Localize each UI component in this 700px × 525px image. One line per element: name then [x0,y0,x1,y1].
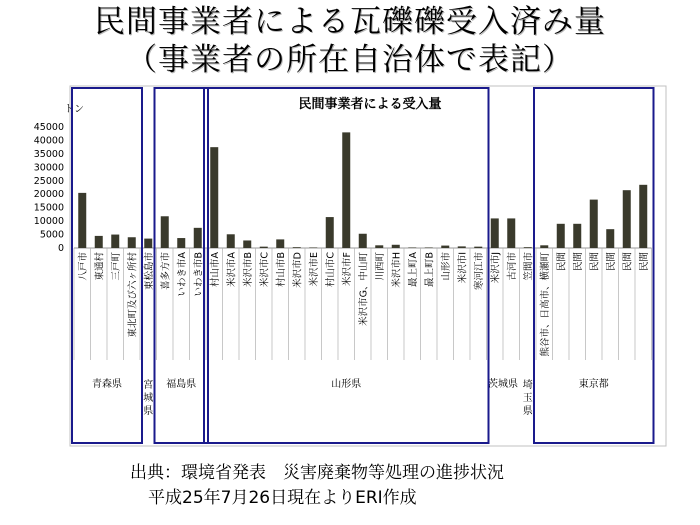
category-label: 民間 [622,252,634,272]
bar [260,247,268,248]
group-label: 宮城県 [143,380,154,417]
y-axis-label: トン [64,104,84,115]
bar [342,132,350,248]
bar [474,247,482,248]
bar [375,245,383,248]
category-label: 古河市 [506,252,518,281]
category-label: 民間 [556,252,568,272]
bar [540,245,548,248]
category-label: 民間 [638,252,650,272]
y-tick-label: 10000 [33,216,64,228]
category-label: 村山市A [209,252,221,287]
category-label: 米沢市B [242,252,254,288]
bar [95,236,103,248]
bar [243,240,251,248]
bar [128,237,136,248]
category-label: 笠間市 [523,252,535,281]
group-label: 青森県 [92,379,122,390]
source-line-1: 出典：環境省発表 災害廃棄物等処理の進捗状況 [130,463,504,483]
category-label: 米沢市A [226,252,238,287]
y-tick-label: 35000 [33,148,64,160]
bar [573,224,581,248]
category-label: 民間 [605,252,617,272]
group-label: 東京都 [578,379,609,390]
category-label: 米沢市C [259,252,271,288]
bar [507,218,515,248]
y-tick-label: 25000 [33,175,64,187]
bar [293,247,301,248]
bar [639,185,647,248]
bar [227,234,235,248]
bar [78,193,86,248]
category-label: 東北町及び六ヶ所村 [127,252,139,338]
category-label: 米沢市I [457,252,469,284]
category-label: 山形市 [440,252,452,281]
bar [425,247,433,248]
bar [458,246,466,248]
bar [557,224,565,248]
bar [606,229,614,248]
bar [623,190,631,248]
category-label: 八戸市 [77,252,89,281]
y-tick-label: 15000 [33,202,64,214]
bar [359,234,367,248]
bar [524,247,532,248]
title-line-2: （事業者の所在自治体で表記） [126,42,574,78]
category-label: 米沢市H [391,252,403,288]
bar [144,239,152,248]
y-tick-label: 20000 [33,189,64,201]
category-label: 最上町A [407,252,419,287]
category-label: 米沢市D [292,252,304,288]
group-label: 山形県 [331,379,362,390]
category-label: 村山市C [325,252,337,288]
category-label: 寒河江市 [473,252,485,291]
category-label: 米沢市E [308,252,320,287]
bar [161,216,169,248]
category-label: 米沢市J [490,252,502,284]
bar [392,245,400,248]
bar [177,238,185,248]
y-tick-label: 45000 [33,122,64,133]
y-tick-label: 0 [57,243,64,254]
bar [590,200,598,248]
category-label: 東通村 [94,252,106,281]
category-label: 村山市B [275,252,287,288]
bar [408,247,416,248]
y-tick-label: 5000 [39,229,64,241]
bar [111,235,119,248]
category-label: 三戸町 [110,252,122,281]
bar [441,246,449,248]
group-label: 埼玉県 [522,380,533,417]
category-label: 民間 [572,252,584,272]
category-label: 川西町 [374,252,386,281]
category-label: 最上町B [424,252,436,288]
chart-title: 民間事業者による受入量 [298,97,442,112]
bar [194,228,202,248]
source-line-2: 平成25年7月26日現在よりERI作成 [148,488,417,508]
category-label: 喜多方市 [160,252,172,291]
bar [491,218,499,248]
bar [326,217,334,248]
category-label: 熊谷市、日高市、横瀬町 [539,252,551,357]
group-label: 福島県 [166,379,197,390]
title-line-1: 民間事業者による瓦礫礫受入済み量 [94,4,606,40]
bar [276,239,284,248]
y-tick-label: 30000 [33,162,64,174]
bar [309,247,317,248]
y-tick-label: 40000 [33,135,64,147]
bar [210,147,218,248]
category-label: 米沢市G、中山町 [358,252,370,326]
category-label: 民間 [589,252,601,272]
category-label: 米沢市F [341,252,353,286]
group-label: 茨城県 [488,379,518,390]
category-label: いわき市B [193,252,205,297]
category-label: いわき市A [176,252,188,297]
category-label: 東松島市 [143,252,155,291]
